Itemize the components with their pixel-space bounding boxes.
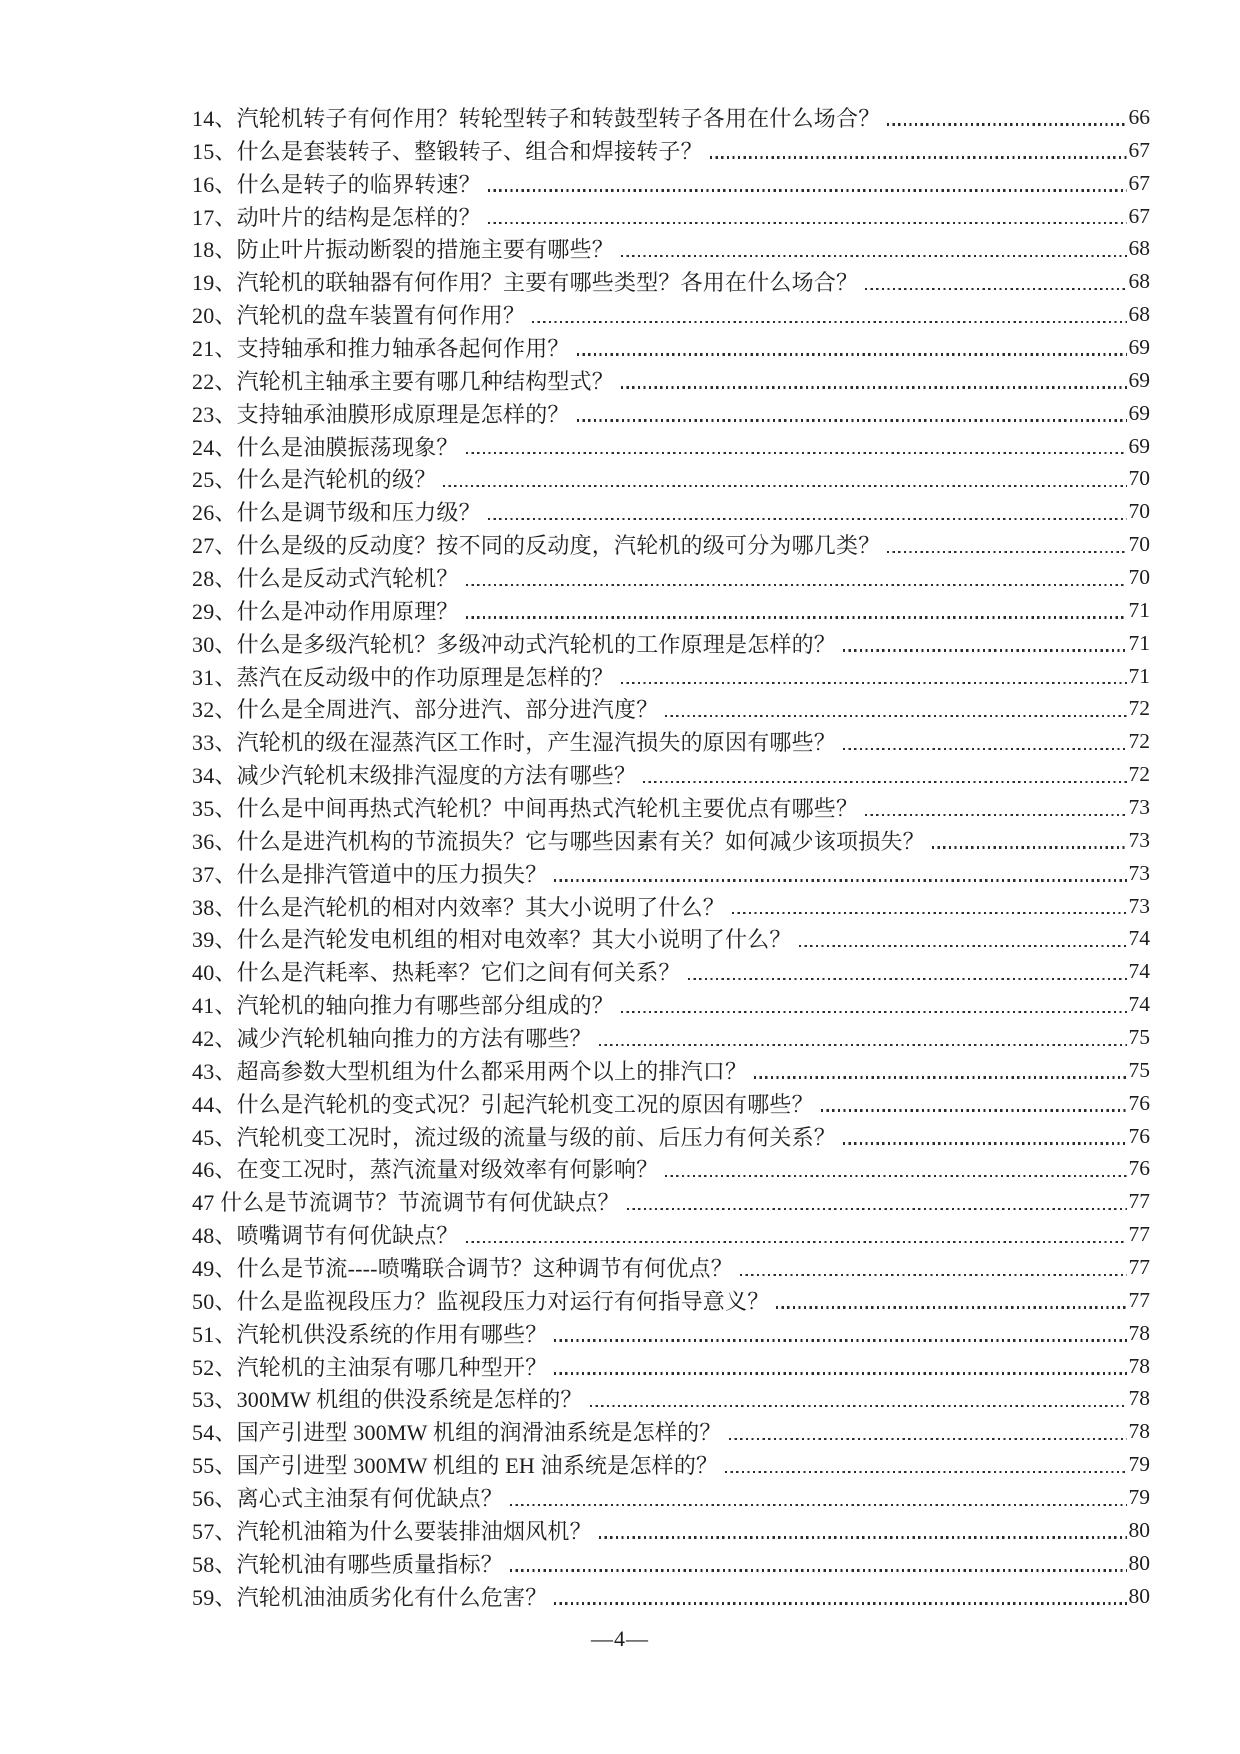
dot-leader — [740, 1274, 1127, 1276]
dot-leader — [532, 321, 1126, 323]
toc-entry-page: 69 — [1128, 433, 1150, 458]
toc-entry-page: 72 — [1128, 762, 1150, 787]
toc-entry[interactable] — [192, 101, 1150, 134]
toc-entry-page: 72 — [1128, 696, 1150, 721]
toc-entry-label: 40、什么是汽耗率、热耗率？它们之间有何关系？ — [192, 960, 681, 986]
toc-entry-label: 26、什么是调节级和压力级？ — [192, 500, 481, 526]
dot-leader — [865, 288, 1126, 290]
toc-entry-page: 77 — [1128, 1287, 1150, 1312]
dot-leader — [887, 551, 1126, 553]
toc-entry-label: 17、动叶片的结构是怎样的？ — [192, 204, 481, 230]
toc-entry[interactable] — [192, 627, 1150, 660]
toc-entry-page: 77 — [1128, 1255, 1150, 1279]
toc-entry-page: 70 — [1128, 532, 1150, 557]
toc-entry[interactable] — [192, 528, 1150, 561]
toc-entry-label: 24、什么是油膜振荡现象？ — [192, 434, 459, 460]
dot-leader — [590, 1405, 1127, 1407]
toc-entry-label: 41、汽轮机的轴向推力有哪些部分组成的？ — [192, 993, 615, 1019]
toc-entry[interactable] — [192, 561, 1150, 594]
toc-entry-label: 34、减少汽轮机末级排汽湿度的方法有哪些？ — [192, 763, 637, 789]
toc-entry[interactable] — [192, 364, 1150, 397]
dot-leader — [466, 1241, 1127, 1243]
toc-entry-page: 69 — [1128, 367, 1150, 392]
toc-entry[interactable] — [192, 725, 1150, 758]
toc-entry[interactable] — [192, 1448, 1150, 1481]
toc-entry[interactable] — [192, 1383, 1150, 1416]
toc-entry-label: 32、什么是全周进汽、部分进汽、部分进汽度？ — [192, 697, 659, 723]
toc-entry-label: 45、汽轮机变工况时，流过级的流量与级的前、后压力有何关系？ — [192, 1124, 837, 1150]
toc-entry[interactable] — [192, 167, 1150, 200]
toc-entry-page: 67 — [1128, 203, 1150, 228]
toc-list — [192, 101, 1150, 1613]
dot-leader — [621, 386, 1126, 388]
toc-entry-page: 75 — [1128, 1057, 1150, 1082]
dot-leader — [510, 1569, 1126, 1571]
toc-entry[interactable] — [192, 134, 1150, 167]
toc-entry[interactable] — [192, 1481, 1150, 1514]
toc-entry[interactable] — [192, 890, 1150, 923]
toc-entry-page: 78 — [1128, 1353, 1150, 1378]
toc-entry[interactable] — [192, 1087, 1150, 1120]
toc-entry-page: 78 — [1128, 1320, 1150, 1345]
toc-entry[interactable] — [192, 857, 1150, 890]
dot-leader — [754, 1076, 1126, 1078]
dot-leader — [510, 1504, 1126, 1506]
toc-entry-label: 57、汽轮机油箱为什么要装排油烟风机？ — [192, 1518, 592, 1544]
page-footer — [0, 1626, 1240, 1652]
toc-entry[interactable] — [192, 1021, 1150, 1054]
toc-entry-page: 73 — [1128, 827, 1150, 852]
dot-leader — [554, 1602, 1126, 1604]
toc-entry[interactable] — [192, 955, 1150, 988]
dot-leader — [865, 814, 1126, 816]
toc-entry-label: 35、什么是中间再热式汽轮机？中间再热式汽轮机主要优点有哪些？ — [192, 795, 859, 821]
toc-entry[interactable] — [192, 824, 1150, 857]
toc-entry-label: 38、什么是汽轮机的相对内效率？其大小说明了什么？ — [192, 894, 726, 920]
toc-entry-label: 18、防止叶片振动断裂的措施主要有哪些？ — [192, 237, 615, 263]
toc-entry-page: 73 — [1128, 860, 1150, 885]
dot-leader — [488, 222, 1127, 224]
toc-entry-label: 50、什么是监视段压力？监视段压力对运行有何指导意义？ — [192, 1288, 770, 1314]
toc-entry[interactable] — [192, 1415, 1150, 1448]
toc-entry[interactable] — [192, 1547, 1150, 1580]
toc-entry-page: 74 — [1128, 959, 1150, 984]
toc-entry-page: 70 — [1128, 564, 1150, 589]
dot-leader — [466, 584, 1127, 586]
toc-entry-label: 14、汽轮机转子有何作用？转轮型转子和转鼓型转子各用在什么场合？ — [192, 105, 881, 131]
dot-leader — [599, 1536, 1127, 1538]
toc-entry-label: 30、什么是多级汽轮机？多级冲动式汽轮机的工作原理是怎样的？ — [192, 631, 837, 657]
toc-entry[interactable] — [192, 758, 1150, 791]
toc-entry-page: 78 — [1128, 1419, 1150, 1444]
toc-entry[interactable] — [192, 988, 1150, 1021]
toc-entry-page: 72 — [1128, 729, 1150, 754]
toc-entry-page: 71 — [1128, 597, 1150, 622]
dot-leader — [643, 781, 1126, 783]
dot-leader — [577, 419, 1127, 421]
toc-entry[interactable] — [192, 1153, 1150, 1186]
toc-entry[interactable] — [192, 397, 1150, 430]
toc-entry[interactable] — [192, 1514, 1150, 1547]
toc-entry-label: 48、喷嘴调节有何优缺点？ — [192, 1223, 459, 1249]
toc-entry-label: 22、汽轮机主轴承主要有哪几种结构型式？ — [192, 368, 615, 394]
dot-leader — [466, 452, 1127, 454]
toc-entry-page: 78 — [1128, 1386, 1150, 1411]
dot-leader — [488, 518, 1127, 520]
toc-entry-label: 19、汽轮机的联轴器有何作用？主要有哪些类型？各用在什么场合？ — [192, 270, 859, 296]
dot-leader — [932, 846, 1127, 848]
toc-entry-page: 76 — [1128, 1156, 1150, 1181]
dot-leader — [665, 715, 1126, 717]
toc-entry-label: 56、离心式主油泵有何优缺点？ — [192, 1486, 504, 1512]
toc-entry-label: 29、什么是冲动作用原理？ — [192, 598, 459, 624]
toc-entry-page: 76 — [1128, 1123, 1150, 1148]
dot-leader — [887, 123, 1126, 125]
dot-leader — [627, 1208, 1127, 1210]
toc-entry-page: 80 — [1128, 1517, 1150, 1542]
toc-entry-label: 33、汽轮机的级在湿蒸汽区工作时，产生湿汽损失的原因有哪些？ — [192, 730, 837, 756]
toc-entry[interactable] — [192, 1284, 1150, 1317]
toc-entry[interactable] — [192, 462, 1150, 495]
toc-entry-page: 66 — [1128, 104, 1150, 129]
dot-leader — [443, 485, 1126, 487]
toc-entry-label: 52、汽轮机的主油泵有哪几种型开？ — [192, 1354, 548, 1380]
dot-leader — [843, 748, 1126, 750]
toc-entry-label: 58、汽轮机油有哪些质量指标？ — [192, 1551, 504, 1577]
dot-leader — [729, 1438, 1127, 1440]
toc-entry[interactable] — [192, 1185, 1150, 1218]
dot-leader — [732, 912, 1126, 914]
toc-entry[interactable] — [192, 430, 1150, 463]
toc-entry[interactable] — [192, 298, 1150, 331]
toc-entry[interactable] — [192, 1317, 1150, 1350]
dot-leader — [488, 189, 1127, 191]
toc-entry[interactable] — [192, 1054, 1150, 1087]
toc-entry-label: 59、汽轮机油油质劣化有什么危害？ — [192, 1584, 548, 1610]
toc-entry-label: 43、超高参数大型机组为什么都采用两个以上的排汽口？ — [192, 1058, 748, 1084]
dot-leader — [725, 1471, 1126, 1473]
toc-entry[interactable] — [192, 1580, 1150, 1613]
dot-leader — [821, 1109, 1127, 1111]
toc-entry-label: 53、300MW 机组的供没系统是怎样的？ — [192, 1387, 583, 1413]
toc-entry-label: 42、减少汽轮机轴向推力的方法有哪些？ — [192, 1025, 592, 1051]
toc-entry-page: 75 — [1128, 1024, 1150, 1049]
toc-entry-label: 15、什么是套装转子、整锻转子、组合和焊接转子？ — [192, 138, 703, 164]
toc-entry-page: 73 — [1128, 794, 1150, 819]
toc-entry[interactable] — [192, 1350, 1150, 1383]
toc-entry[interactable] — [192, 692, 1150, 725]
toc-entry[interactable] — [192, 331, 1150, 364]
toc-entry-page: 77 — [1128, 1222, 1150, 1247]
dot-leader — [621, 1011, 1126, 1013]
toc-entry-page: 67 — [1128, 170, 1150, 195]
toc-entry-label: 20、汽轮机的盘车装置有何作用？ — [192, 303, 526, 329]
dot-leader — [554, 1372, 1126, 1374]
toc-entry-page: 69 — [1128, 334, 1150, 359]
dot-leader — [599, 1044, 1127, 1046]
toc-entry-label: 21、支持轴承和推力轴承各起何作用？ — [192, 335, 570, 361]
toc-entry-label: 36、什么是进汽机构的节流损失？它与哪些因素有关？如何减少该项损失？ — [192, 828, 925, 854]
toc-entry[interactable] — [192, 265, 1150, 298]
toc-entry[interactable] — [192, 232, 1150, 265]
toc-entry-label: 28、什么是反动式汽轮机？ — [192, 565, 459, 591]
toc-entry-label: 23、支持轴承油膜形成原理是怎样的？ — [192, 401, 570, 427]
toc-entry-page: 67 — [1128, 137, 1150, 162]
toc-entry[interactable] — [192, 922, 1150, 955]
toc-entry-page: 71 — [1128, 663, 1150, 688]
toc-entry-label: 31、蒸汽在反动级中的作功原理是怎样的？ — [192, 664, 615, 690]
toc-entry[interactable] — [192, 1120, 1150, 1153]
toc-entry-page: 70 — [1128, 499, 1150, 524]
toc-entry-page: 79 — [1128, 1452, 1150, 1477]
toc-entry[interactable] — [192, 660, 1150, 693]
toc-entry-page: 80 — [1128, 1583, 1150, 1608]
toc-entry-page: 74 — [1128, 926, 1150, 951]
toc-entry-page: 68 — [1128, 269, 1150, 294]
dot-leader — [843, 1142, 1126, 1144]
toc-entry-label: 25、什么是汽轮机的级？ — [192, 467, 437, 493]
toc-entry-label: 37、什么是排汽管道中的压力损失？ — [192, 861, 548, 887]
toc-entry-label: 46、在变工况时，蒸汽流量对级效率有何影响？ — [192, 1157, 659, 1183]
toc-entry[interactable] — [192, 1251, 1150, 1284]
toc-entry-page: 68 — [1128, 236, 1150, 261]
toc-entry-page: 73 — [1128, 893, 1150, 918]
toc-entry-label: 47 什么是节流调节？节流调节有何优缺点？ — [192, 1190, 620, 1216]
toc-entry-label: 55、国产引进型 300MW 机组的 EH 油系统是怎样的？ — [192, 1453, 719, 1479]
toc-entry-page: 76 — [1128, 1090, 1150, 1115]
toc-entry-label: 44、什么是汽轮机的变式况？引起汽轮机变工况的原因有哪些？ — [192, 1091, 814, 1117]
toc-entry-page: 79 — [1128, 1485, 1150, 1510]
dot-leader — [554, 879, 1126, 881]
toc-entry-label: 51、汽轮机供没系统的作用有哪些？ — [192, 1321, 548, 1347]
toc-entry[interactable] — [192, 495, 1150, 528]
toc-entry-label: 27、什么是级的反动度？按不同的反动度，汽轮机的级可分为哪几类？ — [192, 533, 881, 559]
dot-leader — [665, 1175, 1126, 1177]
dot-leader — [621, 255, 1126, 257]
toc-entry[interactable] — [192, 200, 1150, 233]
dot-leader — [577, 353, 1127, 355]
page-number: —4— — [591, 1626, 649, 1651]
toc-entry-page: 69 — [1128, 400, 1150, 425]
dot-leader — [776, 1306, 1126, 1308]
toc-entry-label: 39、什么是汽轮发电机组的相对电效率？其大小说明了什么？ — [192, 927, 792, 953]
toc-entry-page: 77 — [1128, 1189, 1150, 1214]
dot-leader — [466, 616, 1127, 618]
dot-leader — [554, 1339, 1126, 1341]
toc-entry-page: 71 — [1128, 630, 1150, 655]
toc-entry-label: 16、什么是转子的临界转速？ — [192, 171, 481, 197]
toc-entry-label: 54、国产引进型 300MW 机组的润滑油系统是怎样的？ — [192, 1420, 722, 1446]
dot-leader — [843, 649, 1126, 651]
dot-leader — [799, 945, 1127, 947]
dot-leader — [621, 682, 1126, 684]
toc-entry[interactable] — [192, 594, 1150, 627]
toc-entry-label: 49、什么是节流----喷嘴联合调节？这种调节有何优点？ — [192, 1256, 733, 1281]
dot-leader — [710, 156, 1127, 158]
toc-entry[interactable] — [192, 1218, 1150, 1251]
dot-leader — [688, 978, 1127, 980]
toc-entry[interactable] — [192, 791, 1150, 824]
toc-entry-page: 74 — [1128, 992, 1150, 1017]
toc-entry-page: 68 — [1128, 302, 1150, 327]
toc-entry-page: 80 — [1128, 1550, 1150, 1575]
toc-entry-page: 70 — [1128, 466, 1150, 491]
